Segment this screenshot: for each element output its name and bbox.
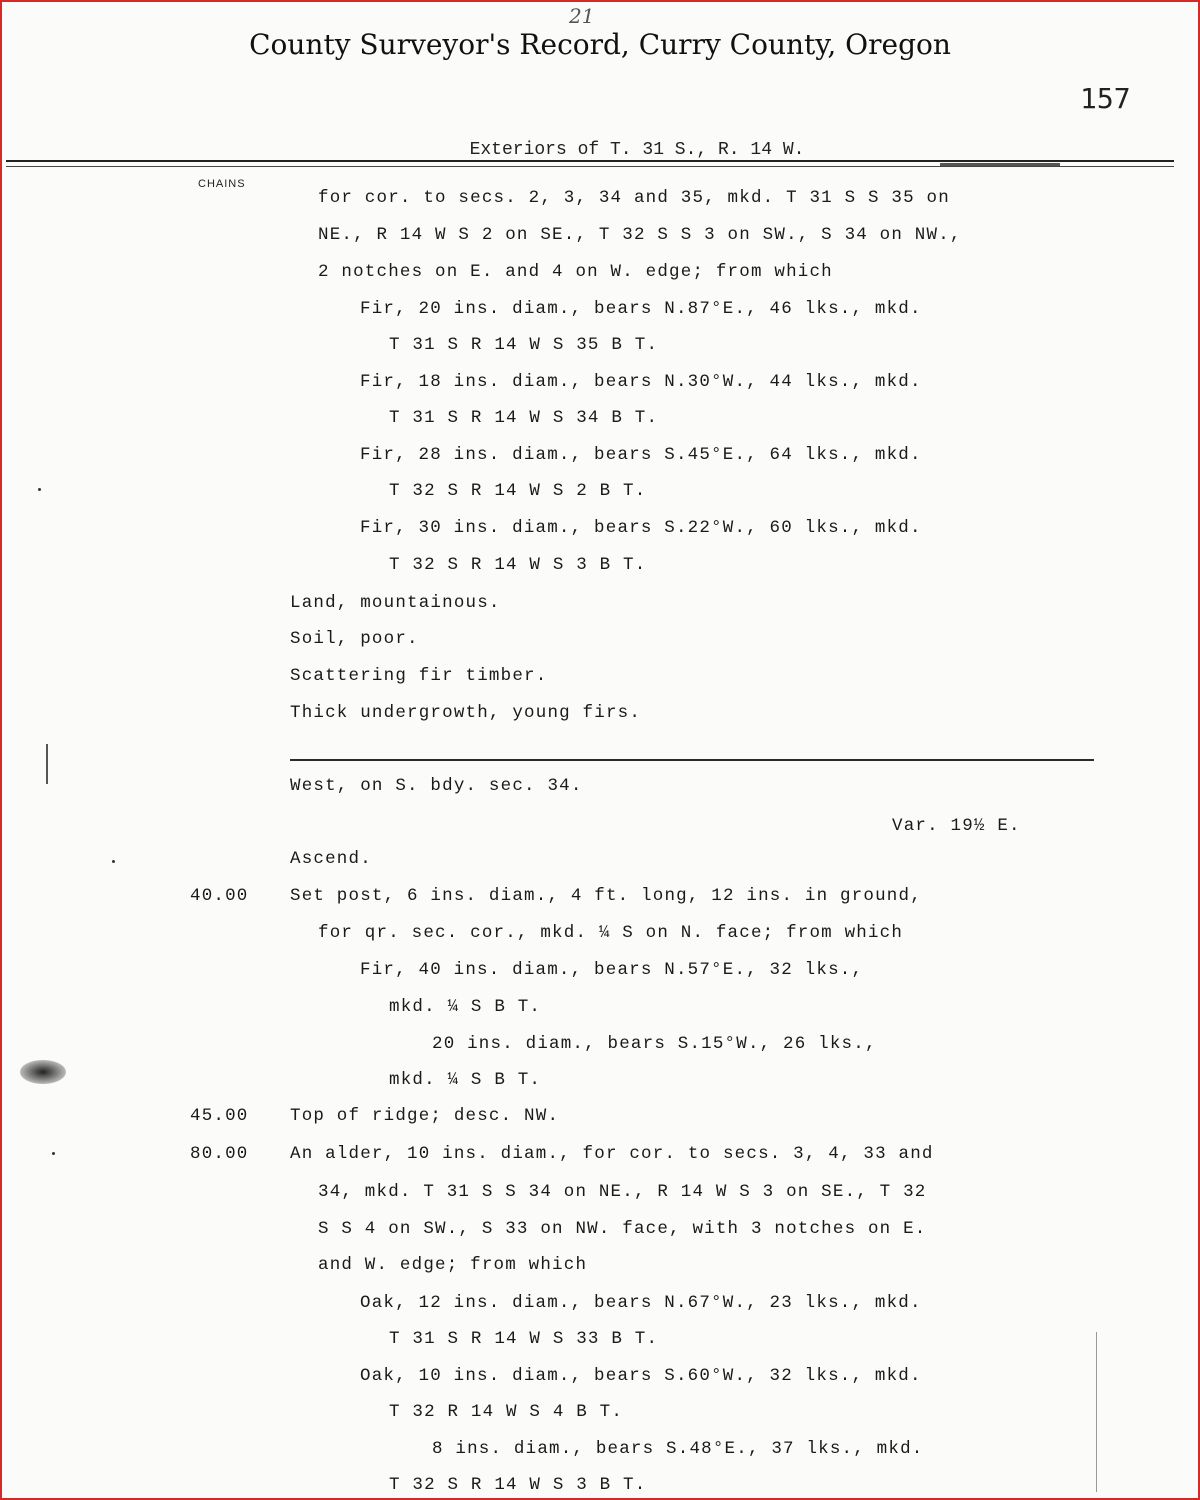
header-rule-accent [940, 163, 1060, 166]
scan-mark [1096, 1332, 1097, 1492]
handwritten-mark: 21 [569, 4, 595, 28]
header-rule-bottom [6, 166, 1174, 167]
header-rule-top [6, 160, 1174, 162]
section-divider [290, 759, 1094, 761]
record-line: Thick undergrowth, young firs. [290, 703, 642, 723]
record-line: mkd. ¼ S B T. [389, 1070, 542, 1090]
record-line: T 31 S R 14 W S 35 B T. [389, 335, 659, 355]
record-title: County Surveyor's Record, Curry County, Oregon [249, 28, 951, 61]
record-line: Fir, 18 ins. diam., bears N.30°W., 44 lks., mkd. [360, 372, 922, 392]
record-line: T 31 S R 14 W S 33 B T. [389, 1329, 659, 1349]
record-line: 8 ins. diam., bears S.48°E., 37 lks., mkd. [432, 1439, 924, 1459]
record-line: 20 ins. diam., bears S.15°W., 26 lks., [432, 1034, 877, 1054]
scan-speck [52, 1152, 55, 1155]
record-line: T 32 R 14 W S 4 B T. [389, 1402, 624, 1422]
record-line: Fir, 30 ins. diam., bears S.22°W., 60 lks., mkd. [360, 518, 922, 538]
record-line: 34, mkd. T 31 S S 34 on NE., R 14 W S 3 on SE., T 32 [318, 1182, 927, 1202]
scan-mark [46, 744, 48, 784]
chain-distance: 40.00 [190, 886, 249, 906]
chains-column-label: CHAINS [198, 178, 246, 190]
scan-speck [112, 860, 115, 863]
record-line: T 32 S R 14 W S 3 B T. [389, 1475, 647, 1495]
record-line: and W. edge; from which [318, 1255, 588, 1275]
record-line: mkd. ¼ S B T. [389, 997, 542, 1017]
record-line: 2 notches on E. and 4 on W. edge; from which [318, 262, 833, 282]
record-line: Top of ridge; desc. NW. [290, 1106, 560, 1126]
chain-distance: 80.00 [190, 1144, 249, 1164]
record-line: Soil, poor. [290, 629, 419, 649]
record-line: for qr. sec. cor., mkd. ¼ S on N. face; from which [318, 923, 904, 943]
record-line: T 31 S R 14 W S 34 B T. [389, 408, 659, 428]
ink-smudge [20, 1060, 66, 1084]
record-line: NE., R 14 W S 2 on SE., T 32 S S 3 on SW., S 34 on NW., [318, 225, 962, 245]
page-number: 157 [1080, 82, 1131, 115]
record-line: Fir, 28 ins. diam., bears S.45°E., 64 lks., mkd. [360, 445, 922, 465]
record-line: Fir, 40 ins. diam., bears N.57°E., 32 lks., [360, 960, 864, 980]
record-line: Fir, 20 ins. diam., bears N.87°E., 46 lks., mkd. [360, 299, 922, 319]
record-line: Land, mountainous. [290, 593, 501, 613]
record-line: Oak, 12 ins. diam., bears N.67°W., 23 lks., mkd. [360, 1293, 922, 1313]
record-line: Ascend. [290, 849, 372, 869]
section-subheading: Exteriors of T. 31 S., R. 14 W. [469, 140, 805, 160]
chain-distance: 45.00 [190, 1106, 249, 1126]
record-line: S S 4 on SW., S 33 on NW. face, with 3 notches on E. [318, 1219, 927, 1239]
record-line: for cor. to secs. 2, 3, 34 and 35, mkd. T 31 S S 35 on [318, 188, 950, 208]
record-line: West, on S. bdy. sec. 34. [290, 776, 583, 796]
record-line: T 32 S R 14 W S 3 B T. [389, 555, 647, 575]
record-line: Scattering fir timber. [290, 666, 548, 686]
record-line: Oak, 10 ins. diam., bears S.60°W., 32 lks., mkd. [360, 1366, 922, 1386]
scan-speck [38, 488, 41, 491]
record-line: Set post, 6 ins. diam., 4 ft. long, 12 ins. in ground, [290, 886, 922, 906]
record-line: An alder, 10 ins. diam., for cor. to secs. 3, 4, 33 and [290, 1144, 934, 1164]
record-line: T 32 S R 14 W S 2 B T. [389, 481, 647, 501]
variation-note: Var. 19½ E. [892, 816, 1021, 836]
